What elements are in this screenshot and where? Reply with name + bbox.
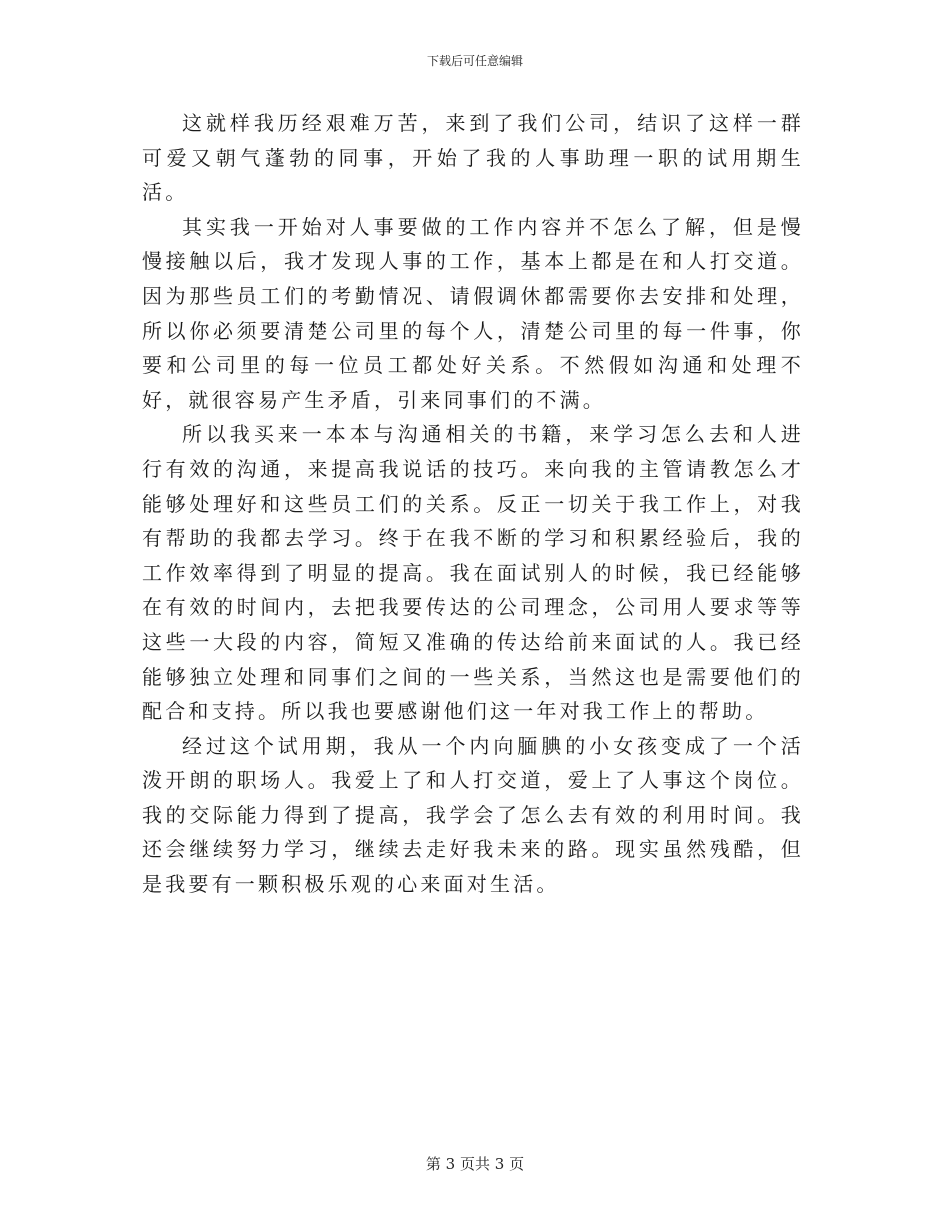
document-body: [142, 106, 804, 902]
page-header: 下载后可任意编辑: [426, 54, 523, 68]
paragraph-2: 其实我一开始对人事要做的工作内容并不怎么了解，但是慢慢接触以后，我才发现人事的工作，基本上都是在和人打交道。因为那些员工们的考勤情况、请假调休都需要你去安排和处理，所以你必须要清楚公司里的每个人，清楚公司里的每一件事，你要和公司里的每一位员工都处好关系。不然假如沟通和处理不好，就很容易产生矛盾，引来同事们的不满。: [142, 214, 804, 412]
page-number-footer: 第 3 页共 3 页: [425, 1155, 525, 1173]
paragraph-3: 所以我买来一本本与沟通相关的书籍，来学习怎么去和人进行有效的沟通，来提高我说话的技巧。来向我的主管请教怎么才能够处理好和这些员工们的关系。反正一切关于我工作上，对我有帮助的我都去学习。终于在我不断的学习和积累经验后，我的工作效率得到了明显的提高。我在面试别人的时候，我已经能够在有效的时间内，去把我要传达的公司理念，公司用人要求等等这些一大段的内容，简短又准确的传达给前来面试的人。我已经能够独立处理和同事们之间的一些关系，当然这也是需要他们的配合和支持。所以我也要感谢他们这一年对我工作上的帮助。: [142, 422, 804, 724]
paragraph-4: 经过这个试用期，我从一个内向腼腆的小女孩变成了一个活泼开朗的职场人。我爱上了和人打交道，爱上了人事这个岗位。我的交际能力得到了提高，我学会了怎么去有效的利用时间。我还会继续努力学习，继续去走好我未来的路。现实虽然残酷，但是我要有一颗积极乐观的心来面对生活。: [142, 733, 804, 897]
paragraph-1: 这就样我历经艰难万苦，来到了我们公司，结识了这样一群可爱又朝气蓬勃的同事，开始了我的人事助理一职的试用期生活。: [142, 111, 804, 205]
